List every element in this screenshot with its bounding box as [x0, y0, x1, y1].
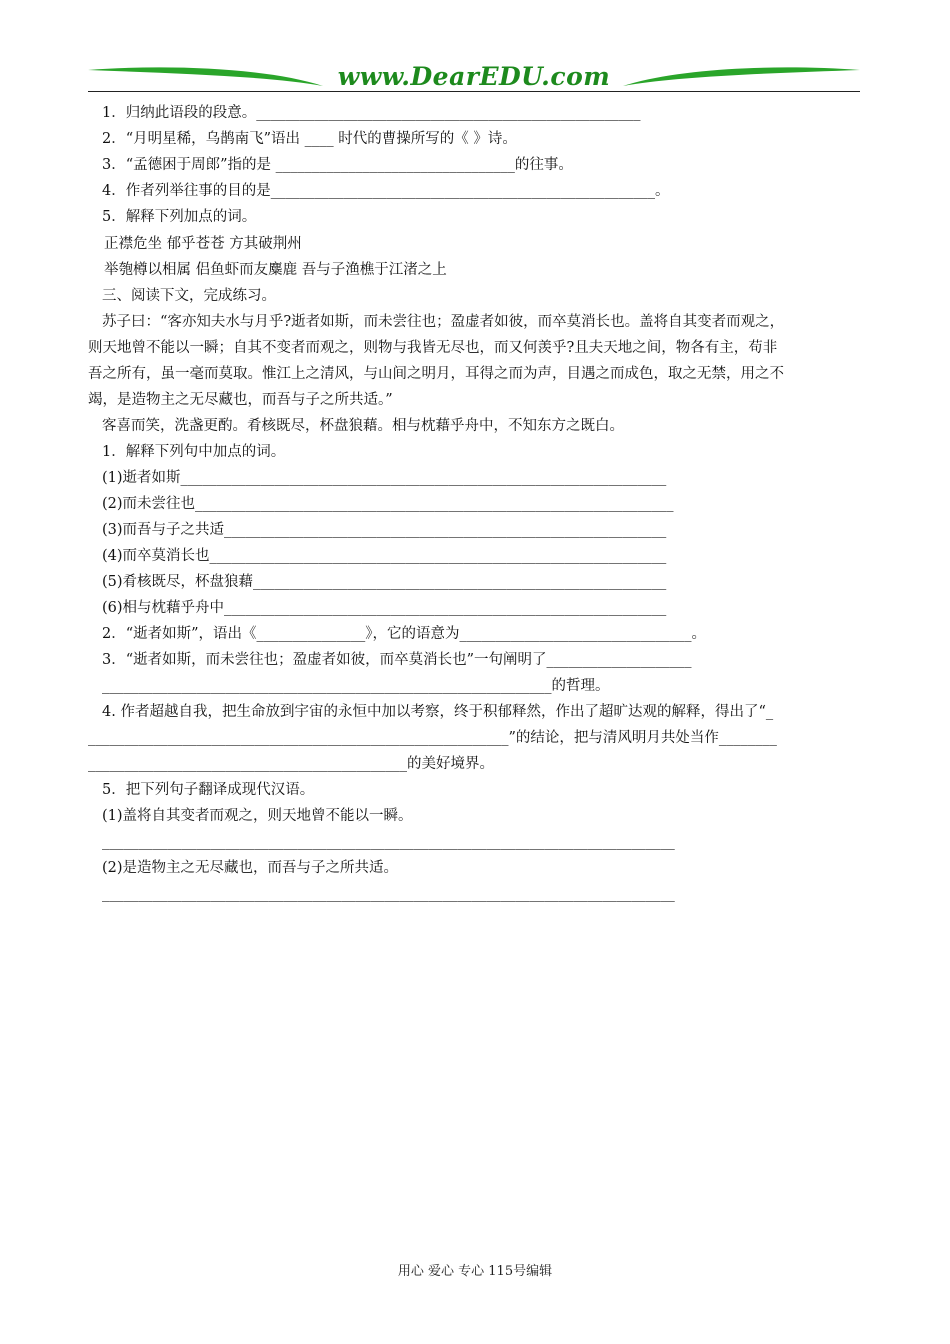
exercise-5-answer-line-2: _______________________________________________________________________________ — [102, 886, 675, 902]
passage-line-2: 则天地曾不能以一瞬；自其不变者而观之，则物与我皆无尽也，而又何羡乎?且夫天地之间，物各有主，苟非 — [88, 340, 778, 356]
passage-line-4: 竭，是造物主之无尽藏也，而吾与子之所共适。” — [88, 392, 393, 408]
exercise-4-line-1: 4. 作者超越自我，把生命放到宇宙的永恒中加以考察，终于积郁释然，作出了超旷达观的解释，得出了“_ — [102, 704, 774, 720]
passage-line-3: 吾之所有，虽一毫而莫取。惟江上之清风，与山间之明月，耳得之而为声，目遇之而成色，取之无禁，用之不 — [88, 366, 784, 382]
exercise-1-item-4: (4)而卒莫消长也_______________________________________________________________ — [102, 548, 667, 564]
exercise-1-item-6: (6)相与枕藉乎舟中_____________________________________________________________ — [102, 600, 667, 616]
exercise-5-heading: 5．把下列句子翻译成现代汉语。 — [102, 782, 315, 798]
header-rule — [88, 91, 860, 92]
vocab-words-row-1: 正襟危坐 郁乎苍苍 方其破荆州 — [104, 236, 302, 252]
exercise-5-sentence-2: (2)是造物主之无尽藏也，而吾与子之所共适。 — [102, 860, 399, 876]
question-3-event: 3．“孟德困于周郎”指的是 _________________________________的往事。 — [102, 157, 573, 173]
passage-line-5: 客喜而笑，洗盏更酌。肴核既尽，杯盘狼藉。相与枕藉乎舟中，不知东方之既白。 — [102, 418, 624, 434]
exercise-4-line-2: __________________________________________________________”的结论，把与清风明月共处当作________ — [88, 730, 777, 746]
passage-line-1: 苏子曰：“客亦知夫水与月乎?逝者如斯，而未尝往也；盈虚者如彼，而卒莫消长也。盖将自其变者而观之， — [102, 314, 785, 330]
page-footer: 用心 爱心 专心 115号编辑 — [397, 1264, 553, 1279]
question-2-poem-source: 2．“月明星稀，乌鹊南飞”语出 ____ 时代的曹操所写的《 》诗。 — [102, 131, 517, 147]
question-5-vocab: 5．解释下列加点的词。 — [102, 209, 257, 225]
exercise-5-sentence-1: (1)盖将自其变者而观之，则天地曾不能以一瞬。 — [102, 808, 413, 824]
exercise-2: 2．“逝者如斯”，语出《_______________》，它的语意为________________________________。 — [102, 626, 707, 642]
question-1-summary: 1．归纳此语段的段意。_____________________________________________________ — [102, 105, 641, 121]
exercise-5-answer-line-1: _______________________________________________________________________________ — [102, 834, 675, 850]
vocab-words-row-2: 举匏樽以相属 侣鱼虾而友麋鹿 吾与子渔樵于江渚之上 — [104, 262, 447, 278]
exercise-1-item-1: (1)逝者如斯___________________________________________________________________ — [102, 470, 667, 486]
section-3-heading: 三、阅读下文，完成练习。 — [102, 288, 276, 304]
site-header-banner — [88, 60, 860, 94]
exercise-3-line-1: 3．“逝者如斯，而未尝往也；盈虚者如彼，而卒莫消长也”一句阐明了____________________ — [102, 652, 692, 668]
exercise-3-line-2: ______________________________________________________________的哲理。 — [102, 678, 610, 694]
exercise-1-item-3: (3)而吾与子之共适_____________________________________________________________ — [102, 522, 667, 538]
exercise-4-line-3: ____________________________________________的美好境界。 — [88, 756, 494, 772]
exercise-1-heading: 1．解释下列句中加点的词。 — [102, 444, 286, 460]
exercise-1-item-2: (2)而未尝往也__________________________________________________________________ — [102, 496, 674, 512]
exercise-1-item-5: (5)肴核既尽，杯盘狼藉_________________________________________________________ — [102, 574, 667, 590]
question-4-purpose: 4．作者列举往事的目的是_____________________________________________________。 — [102, 183, 670, 199]
site-logo[interactable]: www.DearEDU.com — [337, 62, 611, 91]
